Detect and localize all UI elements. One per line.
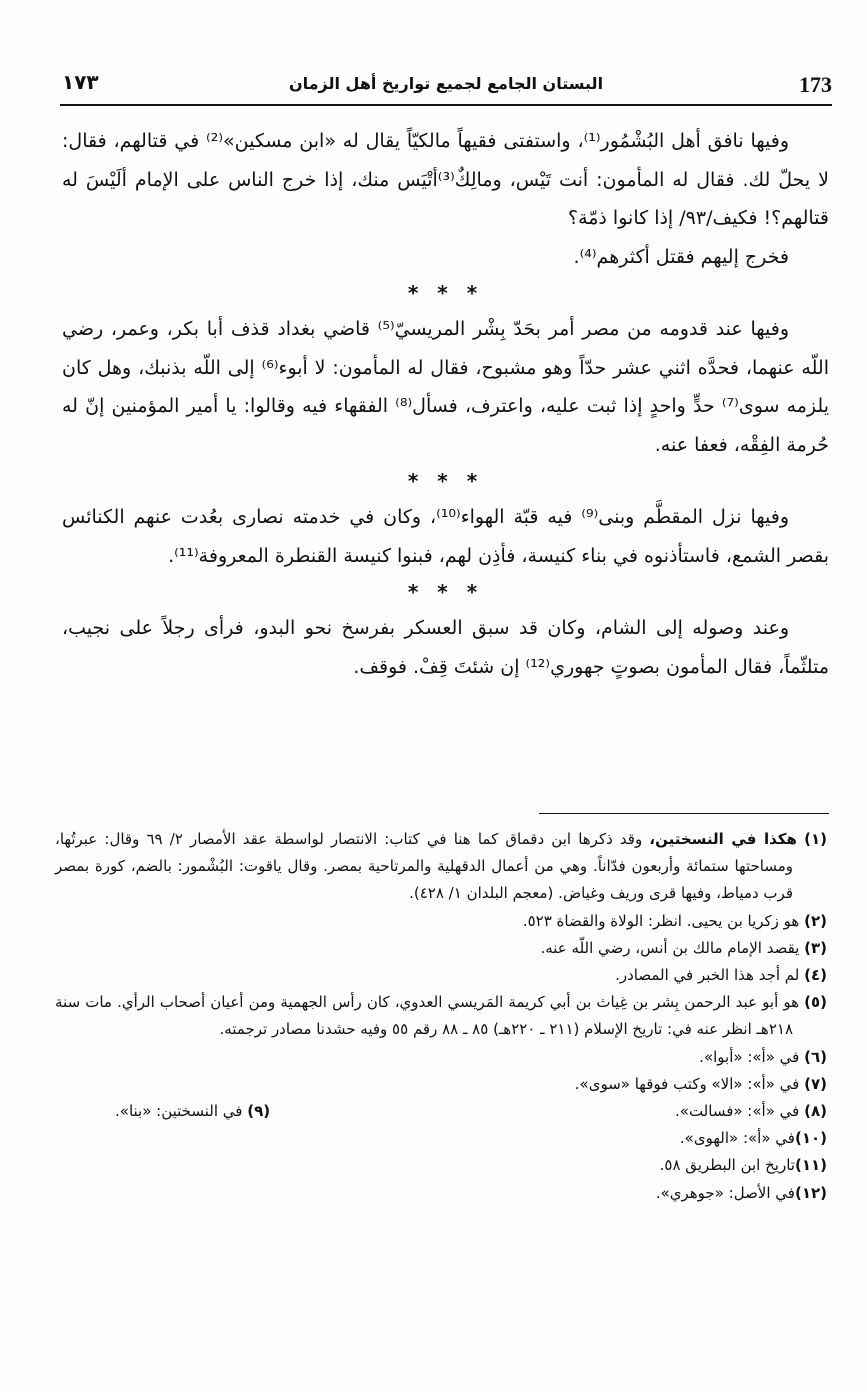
footnote-marker: (٣): [804, 938, 827, 957]
footnote-6: [55, 1044, 827, 1071]
footnote-12: [55, 1180, 827, 1207]
footnote-text: في الأصل: «جوهري».: [655, 1183, 795, 1202]
footnote-text: يقصد الإمام مالك بن أنس، رضي اللّه عنه.: [540, 938, 800, 957]
paragraph-muqattam: وفيها نزل المقطَّم وبنى⁽⁹⁾ فيه قبّة الهواء⁽¹⁰⁾، وكان في خدمته نصارى بعُدت عنهم الكنائس بقصر الشمع، فاستأذنوه في بناء كنيسة، فأذِن لهم، فبنوا كنيسة القنطرة المعروفة⁽¹¹⁾.: [62, 506, 829, 567]
page-number-arabic: ١٧٣: [62, 70, 99, 94]
footnote-text: في «أ»: «الا» وكتب فوقها «سوى».: [574, 1074, 800, 1093]
section-divider-stars: * * *: [407, 281, 484, 305]
footnotes: [55, 826, 827, 1207]
section-divider-stars: * * *: [407, 580, 484, 604]
paragraph-bushmur: وفيها نافق أهل البُشْمُور⁽¹⁾، واستفتى فقيهاً مالكيّاً يقال له «ابن مسكين»⁽²⁾ في قتالهم، فقال: لا يحلّ لك. فقال له المأمون: أنت تَيْس، ومالِكٌ⁽³⁾أتْيَس منك، إذا خرج الناس على الإمام ألَيْسَ له قتالهم؟! فكيف/٩٣/ إذا كانوا ذمّة؟: [62, 130, 829, 229]
footnote-marker: (٨): [804, 1102, 827, 1121]
paragraph-sham: وعند وصوله إلى الشام، وكان قد سبق العسكر بفرسخ نحو البدو، فرأى رجلاً على نجيب، متلثّماً، فقال المأمون بصوتٍ جهوري⁽¹²⁾ إن شئتَ قِفْ. فوقف.: [62, 617, 829, 678]
footnote-text: في النسختين: «بنا».: [115, 1102, 243, 1121]
paragraph-outcome: فخرج إليهم فقتل أكثرهم⁽⁴⁾.: [573, 245, 789, 268]
footnote-2: [55, 908, 827, 935]
footnote-text: في «أ»: «أبوا».: [699, 1047, 800, 1066]
footnote-10: [55, 1125, 827, 1152]
footnote-marker: (٦): [804, 1047, 827, 1066]
footnote-text: تاريخ ابن البطريق ٥٨.: [659, 1156, 795, 1175]
paragraph-bishr-almarisi: وفيها عند قدومه من مصر أمر بحَدّ بِشْر المريسيّ⁽⁵⁾ قاضي بغداد قذف أبا بكر، وعمر، رضي اللّه عنهما، فحدَّه اثني عشر حدّاً وهو مشبوح، فقال له المأمون: لا أبوء⁽⁶⁾ إلى اللّه بذنبك، وهل كان يلزمه سوى⁽⁷⁾ حدٍّ واحدٍ إذا ثبت عليه، واعترف، فسأل⁽⁸⁾ الفقهاء فيه وقالوا: يا أمير المؤمنين إنّ له حُرمة الفِقْه، فعفا عنه.: [62, 318, 829, 456]
footnote-row: [55, 1098, 827, 1125]
footnote-marker: (٤): [804, 966, 827, 985]
footnote-marker: (٢): [804, 911, 827, 930]
footnote-text: هو زكريا بن يحيى. انظر: الولاة والقضاة ٥٢٣.: [522, 911, 800, 930]
footnote-text: لم أجد هذا الخبر في المصادر.: [615, 966, 800, 985]
footnote-7: [55, 1071, 827, 1098]
footnote-marker: (١): [804, 830, 827, 848]
footnote-marker: (٩): [247, 1102, 271, 1121]
footnote-marker: (٥): [804, 993, 827, 1012]
footnote-11: [55, 1152, 827, 1179]
footnote-marker: (١٠): [794, 1129, 827, 1148]
footnote-marker: (١١): [794, 1156, 827, 1175]
footnote-lead: هكذا في النسختين،: [649, 830, 797, 848]
footnote-text: في «أ»: «الهوى».: [679, 1129, 795, 1148]
footnote-5: [55, 989, 827, 1043]
footnote-text: في «أ»: «فسالت».: [675, 1102, 800, 1121]
footnote-3: [55, 935, 827, 962]
footnote-text: وقد ذكرها ابن دقماق كما هنا في كتاب: الانتصار لواسطة عقد الأمصار ٢/ ٦٩ وقال: عبرتُها، ومساحتها ستمائة وأربعون فدّاناً. وهي من أعمال الدقهلية والمرتاحية بمصر. وقال ياقوت: البُشْمور: بالضم، كورة بمصر قرب دمياط، وفيها قرى وريف وغياض. (معجم البلدان ١/ ٤٢٨).: [55, 830, 793, 903]
footnote-marker: (٧): [804, 1074, 827, 1093]
page-number-latin: 173: [799, 72, 832, 97]
footnote-9: [115, 1098, 270, 1125]
footnote-text: هو أبو عبد الرحمن بِشر بن غِياث بن أبي كريمة المَريسي العدوي، كان رأس الجهمية ومن أعيان أصحاب الرأي. مات سنة ٢١٨هـ انظر عنه في: تاريخ الإسلام (٢١١ ـ ٢٢٠هـ) ٨٥ ـ ٨٨ رقم ٥٥ وفيه حشدنا مصادر ترجمته.: [55, 993, 799, 1039]
footnote-4: [55, 962, 827, 989]
footnote-1: [55, 826, 827, 908]
footnote-8: [675, 1098, 827, 1125]
footnote-separator: [539, 813, 829, 814]
footnote-marker: (١٢): [794, 1183, 827, 1202]
running-title: البستان الجامع لجميع تواريخ أهل الزمان: [288, 74, 604, 93]
running-header: [60, 58, 832, 106]
section-divider-stars: * * *: [407, 469, 484, 493]
main-text: [62, 122, 829, 686]
